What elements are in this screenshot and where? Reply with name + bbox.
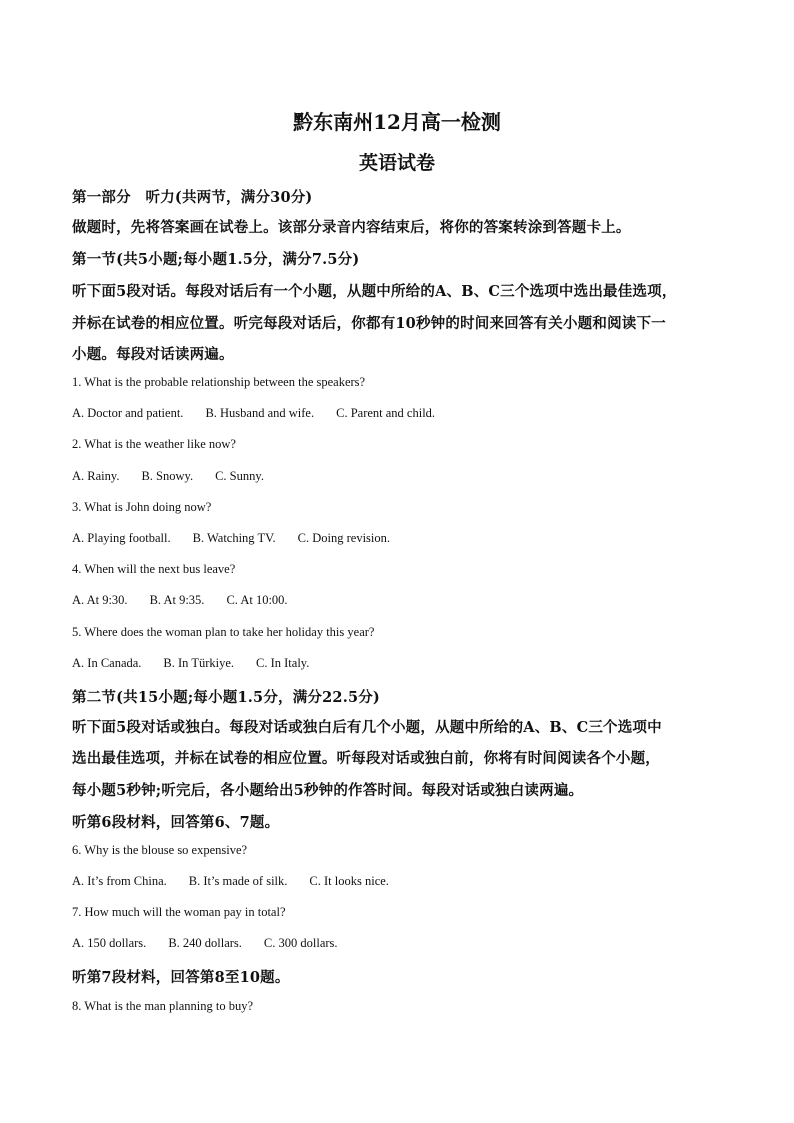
question-5: 5. Where does the woman plan to take her holiday this year? — [72, 625, 375, 639]
question-5-options — [72, 656, 331, 671]
question-1-options — [72, 406, 457, 421]
part1-heading: 第一部分 听力(共两节，满分30分) — [72, 189, 313, 206]
question-8: 8. What is the man planning to buy? — [72, 999, 253, 1013]
question-7: 7. How much will the woman pay in total? — [72, 905, 286, 919]
option-a: A. Doctor and patient. — [72, 406, 184, 420]
exam-title: 黔东南州12月高一检测 — [293, 110, 501, 134]
option-c: C. Parent and child. — [336, 406, 436, 420]
question-6: 6. Why is the blouse so expensive? — [72, 843, 248, 857]
section1-instruction-line-1: 听下面5段对话。每段对话后有一个小题，从题中所给的A、B、C三个选项中选出最佳选项， — [72, 283, 677, 300]
question-2: 2. What is the weather like now? — [72, 437, 236, 451]
question-3-options — [72, 531, 412, 546]
section2-instruction-line-1: 听下面5段对话或独白。每段对话或独白后有几个小题，从题中所给的A、B、C三个选项中 — [72, 719, 662, 736]
option-a: A. At 9:30. — [72, 593, 128, 607]
material-7-heading: 听第7段材料，回答第8至10题。 — [72, 969, 290, 986]
option-b: B. It’s made of silk. — [188, 874, 288, 888]
question-3: 3. What is John doing now? — [72, 500, 212, 514]
option-b: B. Husband and wife. — [205, 406, 315, 420]
question-4: 4. When will the next bus leave? — [72, 562, 236, 576]
option-b: B. Watching TV. — [192, 531, 276, 545]
section2-instruction-line-2: 选出最佳选项，并标在试卷的相应位置。听每段对话或独白前，你将有时间阅读各个小题， — [72, 750, 660, 767]
section1-instruction-line-2: 并标在试卷的相应位置。听完每段对话后，你都有10秒钟的时间来回答有关小题和阅读下一 — [72, 315, 666, 332]
option-b: B. Snowy. — [141, 469, 194, 483]
option-c: C. Doing revision. — [297, 531, 390, 545]
option-c: C. At 10:00. — [226, 593, 288, 607]
section2-instruction-line-3: 每小题5秒钟;听完后，各小题给出5秒钟的作答时间。每段对话或独白读两遍。 — [72, 782, 584, 799]
material-6-heading: 听第6段材料，回答第6、7题。 — [72, 814, 280, 831]
option-b: B. At 9:35. — [149, 593, 205, 607]
option-b: B. 240 dollars. — [168, 936, 242, 950]
part1-instruction: 做题时，先将答案画在试卷上。该部分录音内容结束后，将你的答案转涂到答题卡上。 — [72, 219, 631, 236]
option-c: C. 300 dollars. — [263, 936, 338, 950]
option-a: A. Playing football. — [72, 531, 171, 545]
option-b: B. In Türkiye. — [163, 656, 235, 670]
section1-instruction-line-3: 小题。每段对话读两遍。 — [72, 346, 234, 363]
option-c: C. Sunny. — [215, 469, 264, 483]
option-a: A. It’s from China. — [72, 874, 167, 888]
option-a: A. 150 dollars. — [72, 936, 147, 950]
option-c: C. It looks nice. — [309, 874, 389, 888]
question-2-options — [72, 469, 286, 484]
question-4-options — [72, 593, 310, 608]
question-7-options — [72, 936, 360, 951]
question-1: 1. What is the probable relationship between the speakers? — [72, 375, 366, 389]
exam-subtitle: 英语试卷 — [358, 152, 435, 174]
question-6-options — [72, 874, 411, 889]
option-a: A. In Canada. — [72, 656, 142, 670]
option-a: A. Rainy. — [72, 469, 120, 483]
option-c: C. In Italy. — [256, 656, 310, 670]
section2-heading: 第二节(共15小题;每小题1.5分，满分22.5分) — [72, 689, 380, 706]
section1-heading: 第一节(共5小题;每小题1.5分，满分7.5分) — [72, 251, 360, 268]
